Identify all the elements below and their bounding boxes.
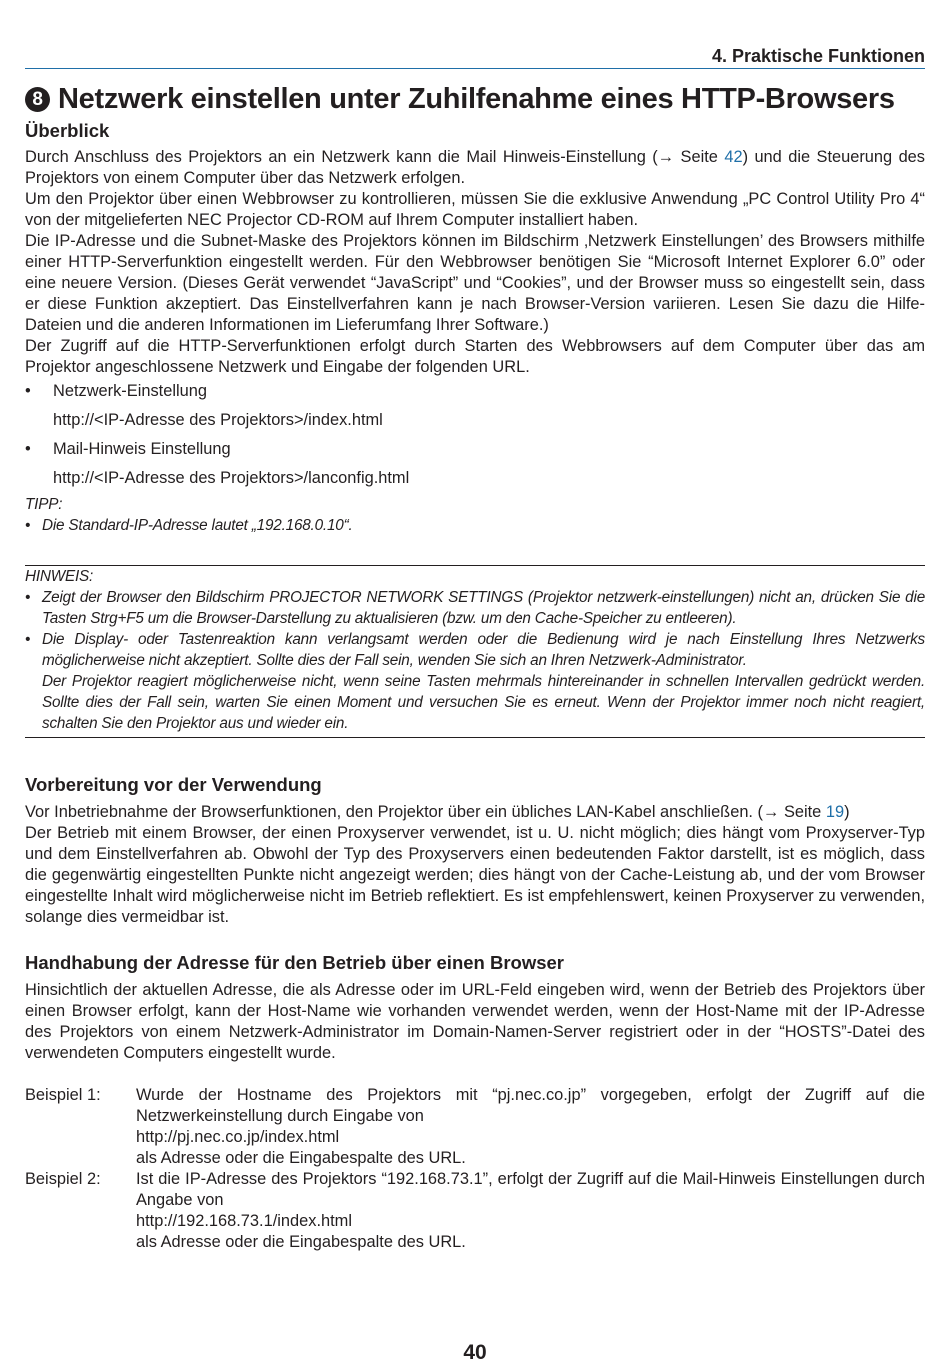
note-label: HINWEIS: bbox=[25, 568, 94, 585]
example-1-tail: als Adresse oder die Eingabespalte des URL. bbox=[136, 1149, 466, 1167]
tip-label: TIPP: bbox=[25, 496, 63, 513]
example-2-url: http://192.168.73.1/index.html bbox=[136, 1212, 352, 1230]
preparation-paragraph-2: Der Betrieb mit einem Browser, der einen Proxyserver verwendet, ist u. U. nicht möglich; dies hängt vom Proxyserver-Typ und dem Einstellverfahren ab. Obwohl der Typ des Proxyservers einen bedeutenden Faktor darstellt, ist es möglich, dass die gegenwärtig eingestellten Punkte nicht angezeigt werden; dies hängt von der Cache-Leistung ab, und der vom Browser eingestellte Inhalt wird möglicherweise nicht im Betrieb reflektiert. Es ist empfehlenswert, keinen Proxyserver zu verwenden, solange dies vermeidbar ist. bbox=[25, 824, 925, 926]
url-network-setting: http://<IP-Adresse des Projektors>/index.html bbox=[53, 411, 383, 429]
overview-paragraph-4: Der Zugriff auf die HTTP-Serverfunktionen erfolgt durch Starten des Webbrowsers auf dem Computer über das am Projektor angeschlossene Netzwerk und Eingabe der folgenden URL. bbox=[25, 337, 925, 376]
bullet-label: Mail-Hinweis Einstellung bbox=[53, 440, 231, 458]
note-item-1-text: Zeigt der Browser den Bildschirm PROJECTOR NETWORK SETTINGS (Projektor netzwerk-einstellungen) nicht an, drücken Sie die Tasten Strg+F5 um die Browser-Darstellung zu aktualisieren (bzw. um den Cache-Speicher zu entleeren). bbox=[42, 589, 925, 627]
section-header bbox=[25, 46, 925, 69]
preparation-section bbox=[25, 774, 925, 928]
page-title bbox=[25, 82, 935, 116]
section-header-text: 4. Praktische Funktionen bbox=[711, 46, 925, 66]
overview-p1-text: Durch Anschluss des Projektors an ein Netzwerk kann die Mail Hinweis-Einstellung (→ Seite bbox=[25, 148, 725, 166]
example-1-url: http://pj.nec.co.jp/index.html bbox=[136, 1128, 340, 1146]
example-2-tail: als Adresse oder die Eingabespalte des URL. bbox=[136, 1233, 466, 1251]
bullet-marker: • bbox=[25, 517, 31, 534]
bullet-label: Netzwerk-Einstellung bbox=[53, 382, 207, 400]
overview-p1-text-end: ) und die Steuerung des Projektors von einem Computer über das Netzwerk erfolgen. bbox=[25, 148, 925, 187]
preparation-paragraph-1 bbox=[25, 802, 925, 823]
note-item-2-continued bbox=[25, 671, 925, 734]
address-section bbox=[25, 952, 925, 1253]
address-heading: Handhabung der Adresse für den Betrieb über einen Browser bbox=[25, 952, 565, 973]
example-1 bbox=[25, 1085, 925, 1169]
page-number: 40 bbox=[463, 1341, 487, 1364]
overview-paragraph-1 bbox=[25, 147, 925, 189]
url-mail-setting: http://<IP-Adresse des Projektors>/lanconfig.html bbox=[53, 469, 410, 487]
note-item-2 bbox=[25, 629, 925, 671]
page-link-19[interactable]: 19 bbox=[825, 803, 845, 821]
bullet-network-setting bbox=[25, 381, 925, 402]
overview-paragraph-3: Die IP-Adresse und die Subnet-Maske des Projektors können im Bildschirm ‚Netzwerk Einstellungen’ des Browsers mithilfe einer HTTP-Serverfunktion eingestellt werden. Für den Webbrowser benötigen Sie “Microsoft Internet Explorer 6.0” oder eine neuere Version. (Dieses Gerät verwendet “JavaScript” und “Cookies”, und der Browser muss so eingestellt sein, dass er diese Funktion akzeptiert. Das Einstellverfahren kann je nach Browser-Version variieren. Lesen Sie dazu die Hilfe-Dateien und die anderen Informationen im Lieferumfang Ihrer Software.) bbox=[25, 232, 925, 334]
overview-paragraph-2: Um den Projektor über einen Webbrowser zu kontrollieren, müssen Sie die exklusive Anwendung „PC Control Utility Pro 4“ von der mitgelieferten NEC Projector CD-ROM auf Ihrem Computer installiert haben. bbox=[25, 190, 925, 229]
section-number-badge: 8 bbox=[25, 87, 50, 112]
preparation-p1-text-end: ) bbox=[844, 803, 850, 821]
tip-item bbox=[25, 515, 925, 536]
example-1-label: Beispiel 1: bbox=[25, 1086, 101, 1104]
note-item-1 bbox=[25, 587, 925, 629]
note-item-2-continued-text: Der Projektor reagiert möglicherweise nicht, wenn seine Tasten mehrmals hintereinander in schnellen Intervallen gedrückt werden. Sollte dies der Fall sein, warten Sie einen Moment und versuchen Sie es erneut. Wenn der Projektor immer noch nicht reagiert, schalten Sie den Projektor aus und wieder ein. bbox=[42, 673, 925, 732]
page-title-text: Netzwerk einstellen unter Zuhilfenahme eines HTTP-Browsers bbox=[58, 83, 895, 115]
note-item-2-text: Die Display- oder Tastenreaktion kann verlangsamt werden oder die Bedienung wird je nach Einstellung Ihres Netzwerks möglicherweise nicht akzeptiert. Sollte dies der Fall sein, wenden Sie sich an Ihren Netzwerk-Administrator. bbox=[42, 631, 925, 669]
bullet-marker: • bbox=[25, 440, 31, 458]
example-2-text: Ist die IP-Adresse des Projektors “192.168.73.1”, erfolgt der Zugriff auf die Mail-Hinweis Einstellungen durch Angabe von bbox=[136, 1170, 925, 1209]
preparation-p1-text: Vor Inbetriebnahme der Browserfunktionen, den Projektor über ein übliches LAN-Kabel anschließen. (→ Seite bbox=[25, 803, 826, 821]
example-1-text: Wurde der Hostname des Projektors mit “pj.nec.co.jp” vorgegeben, erfolgt der Zugriff auf die Netzwerkeinstellung durch Eingabe von bbox=[136, 1086, 925, 1125]
overview-heading: Überblick bbox=[25, 120, 110, 141]
tip-item-text: Die Standard-IP-Adresse lautet „192.168.0.10“. bbox=[42, 517, 353, 534]
bullet-marker: • bbox=[25, 589, 31, 606]
overview-section bbox=[25, 120, 925, 536]
note-section bbox=[25, 566, 925, 734]
page-link-42[interactable]: 42 bbox=[724, 148, 743, 166]
bullet-marker: • bbox=[25, 382, 31, 400]
bullet-marker: • bbox=[25, 631, 31, 648]
example-2-label: Beispiel 2: bbox=[25, 1170, 101, 1188]
note-bottom-rule bbox=[25, 737, 925, 738]
address-paragraph: Hinsichtlich der aktuellen Adresse, die als Adresse oder im URL-Feld eingeben wird, wenn der Betrieb des Projektors über einen Browser erfolgt, kann der Host-Name wie vorhanden verwendet werden, wenn der Host-Name mit der IP-Adresse des Projektors von einem Netzwerk-Administrator im Domain-Namen-Server registriert oder in der “HOSTS”-Datei des verwendeten Computers eingestellt wurde. bbox=[25, 981, 925, 1062]
bullet-mail-setting bbox=[25, 439, 925, 460]
example-2 bbox=[25, 1169, 925, 1253]
preparation-heading: Vorbereitung vor der Verwendung bbox=[25, 774, 322, 795]
